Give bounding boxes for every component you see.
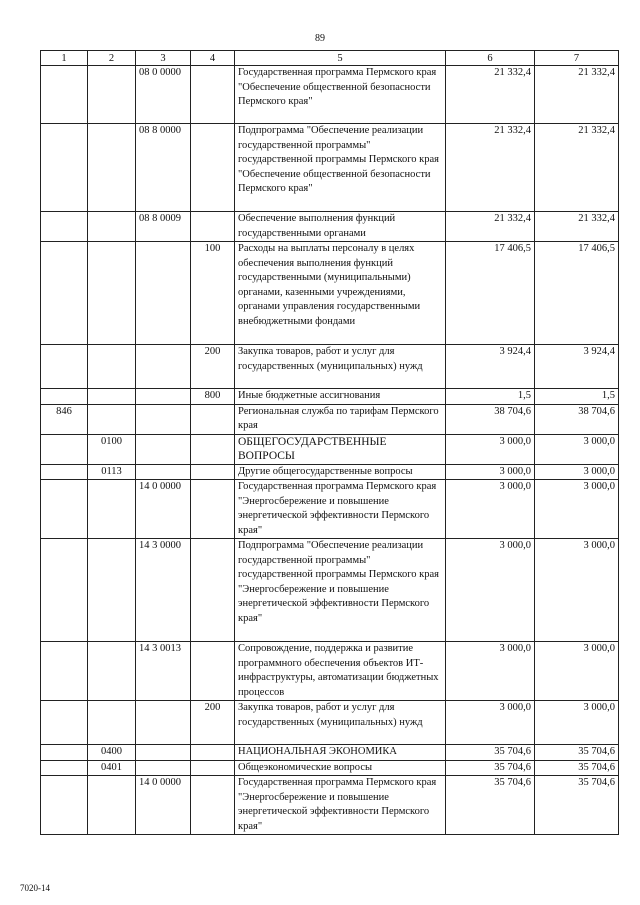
cell-amount-1: 3 000,0 xyxy=(446,464,535,480)
cell-amount-2: 3 000,0 xyxy=(535,642,619,701)
cell-amount-1: 38 704,6 xyxy=(446,404,535,434)
cell-description: Расходы на выплаты персоналу в целях обеспечения выполнения функций государственными (муниципальными) органами, казенными учреждениями, органами управления государственными внебюджетными фондами xyxy=(235,242,446,345)
cell-expense-type: 100 xyxy=(191,242,235,345)
cell-target-code xyxy=(136,242,191,345)
cell-amount-2: 3 000,0 xyxy=(535,434,619,464)
cell-amount-1: 3 000,0 xyxy=(446,539,535,642)
cell-amount-1: 3 000,0 xyxy=(446,642,535,701)
cell-amount-1: 3 924,4 xyxy=(446,345,535,389)
header-col-2: 2 xyxy=(88,51,136,66)
cell-expense-type xyxy=(191,760,235,776)
cell-section-code xyxy=(88,212,136,242)
cell-section-code xyxy=(88,242,136,345)
header-col-4: 4 xyxy=(191,51,235,66)
cell-description: Государственная программа Пермского края "Энергосбережение и повышение энергетической эффективности Пермского края" xyxy=(235,776,446,835)
cell-section-code xyxy=(88,389,136,405)
cell-amount-1: 17 406,5 xyxy=(446,242,535,345)
cell-amount-2: 38 704,6 xyxy=(535,404,619,434)
table-row xyxy=(41,212,619,242)
budget-table xyxy=(40,50,619,835)
cell-expense-type xyxy=(191,539,235,642)
cell-section-code xyxy=(88,66,136,124)
header-col-3: 3 xyxy=(136,51,191,66)
cell-amount-2: 3 000,0 xyxy=(535,480,619,539)
cell-description: Закупка товаров, работ и услуг для государственных (муниципальных) нужд xyxy=(235,701,446,745)
table-row xyxy=(41,345,619,389)
cell-target-code: 14 3 0000 xyxy=(136,539,191,642)
cell-expense-type xyxy=(191,464,235,480)
cell-admin-code xyxy=(41,760,88,776)
cell-section-code xyxy=(88,701,136,745)
cell-amount-1: 3 000,0 xyxy=(446,701,535,745)
cell-description: Иные бюджетные ассигнования xyxy=(235,389,446,405)
cell-amount-1: 35 704,6 xyxy=(446,760,535,776)
cell-description: НАЦИОНАЛЬНАЯ ЭКОНОМИКА xyxy=(235,745,446,761)
cell-target-code: 08 8 0000 xyxy=(136,124,191,212)
cell-expense-type: 200 xyxy=(191,345,235,389)
table-row xyxy=(41,242,619,345)
cell-expense-type xyxy=(191,642,235,701)
table-row xyxy=(41,776,619,835)
cell-amount-1: 3 000,0 xyxy=(446,480,535,539)
cell-description: Подпрограмма "Обеспечение реализации государственной программы" государственной программы Пермского края "Обеспечение общественной безопасности Пермского края" xyxy=(235,124,446,212)
cell-description: Обеспечение выполнения функций государственными органами xyxy=(235,212,446,242)
cell-expense-type xyxy=(191,404,235,434)
cell-section-code xyxy=(88,642,136,701)
cell-description: ОБЩЕГОСУДАРСТВЕННЫЕ ВОПРОСЫ xyxy=(235,434,446,464)
table-row xyxy=(41,745,619,761)
cell-amount-1: 21 332,4 xyxy=(446,124,535,212)
table-row xyxy=(41,66,619,124)
cell-target-code: 14 0 0000 xyxy=(136,480,191,539)
header-col-6: 6 xyxy=(446,51,535,66)
cell-target-code xyxy=(136,464,191,480)
cell-admin-code xyxy=(41,539,88,642)
cell-amount-2: 1,5 xyxy=(535,389,619,405)
table-row xyxy=(41,760,619,776)
cell-target-code xyxy=(136,404,191,434)
cell-target-code xyxy=(136,701,191,745)
cell-expense-type: 800 xyxy=(191,389,235,405)
cell-amount-1: 21 332,4 xyxy=(446,212,535,242)
cell-admin-code xyxy=(41,480,88,539)
cell-admin-code xyxy=(41,642,88,701)
cell-admin-code xyxy=(41,345,88,389)
header-col-5: 5 xyxy=(235,51,446,66)
cell-amount-2: 3 924,4 xyxy=(535,345,619,389)
cell-target-code: 08 0 0000 xyxy=(136,66,191,124)
cell-section-code: 0400 xyxy=(88,745,136,761)
cell-expense-type: 200 xyxy=(191,701,235,745)
header-row xyxy=(41,51,619,66)
cell-target-code: 08 8 0009 xyxy=(136,212,191,242)
cell-target-code xyxy=(136,389,191,405)
table-row xyxy=(41,701,619,745)
cell-expense-type xyxy=(191,480,235,539)
cell-target-code xyxy=(136,745,191,761)
cell-section-code: 0113 xyxy=(88,464,136,480)
table-row xyxy=(41,642,619,701)
cell-description: Сопровождение, поддержка и развитие программного обеспечения объектов ИТ-инфраструктуры, автоматизации бюджетных процессов xyxy=(235,642,446,701)
cell-amount-2: 21 332,4 xyxy=(535,212,619,242)
footer-code: 7020-14 xyxy=(20,883,50,893)
cell-admin-code xyxy=(41,212,88,242)
table-row xyxy=(41,124,619,212)
cell-section-code xyxy=(88,776,136,835)
cell-expense-type xyxy=(191,66,235,124)
cell-amount-2: 21 332,4 xyxy=(535,124,619,212)
cell-target-code: 14 0 0000 xyxy=(136,776,191,835)
cell-amount-2: 21 332,4 xyxy=(535,66,619,124)
cell-amount-1: 35 704,6 xyxy=(446,776,535,835)
table-row xyxy=(41,434,619,464)
cell-target-code: 14 3 0013 xyxy=(136,642,191,701)
cell-expense-type xyxy=(191,776,235,835)
cell-section-code: 0100 xyxy=(88,434,136,464)
cell-target-code xyxy=(136,434,191,464)
page-number: 89 xyxy=(315,33,325,44)
table-row xyxy=(41,389,619,405)
cell-section-code xyxy=(88,539,136,642)
header-col-1: 1 xyxy=(41,51,88,66)
cell-amount-2: 17 406,5 xyxy=(535,242,619,345)
cell-amount-1: 35 704,6 xyxy=(446,745,535,761)
cell-section-code xyxy=(88,124,136,212)
cell-admin-code xyxy=(41,389,88,405)
cell-description: Общеэкономические вопросы xyxy=(235,760,446,776)
cell-admin-code xyxy=(41,701,88,745)
cell-section-code xyxy=(88,345,136,389)
table-row xyxy=(41,480,619,539)
header-col-7: 7 xyxy=(535,51,619,66)
cell-amount-2: 3 000,0 xyxy=(535,464,619,480)
cell-section-code: 0401 xyxy=(88,760,136,776)
cell-section-code xyxy=(88,404,136,434)
cell-admin-code xyxy=(41,66,88,124)
cell-description: Государственная программа Пермского края "Обеспечение общественной безопасности Пермского края" xyxy=(235,66,446,124)
table-row xyxy=(41,539,619,642)
table-row xyxy=(41,464,619,480)
cell-admin-code xyxy=(41,434,88,464)
cell-admin-code xyxy=(41,745,88,761)
cell-amount-2: 35 704,6 xyxy=(535,745,619,761)
cell-amount-2: 35 704,6 xyxy=(535,760,619,776)
cell-description: Государственная программа Пермского края "Энергосбережение и повышение энергетической эффективности Пермского края" xyxy=(235,480,446,539)
cell-expense-type xyxy=(191,434,235,464)
cell-expense-type xyxy=(191,212,235,242)
cell-admin-code: 846 xyxy=(41,404,88,434)
cell-target-code xyxy=(136,760,191,776)
cell-amount-2: 3 000,0 xyxy=(535,539,619,642)
cell-section-code xyxy=(88,480,136,539)
cell-admin-code xyxy=(41,776,88,835)
cell-amount-2: 3 000,0 xyxy=(535,701,619,745)
cell-amount-1: 3 000,0 xyxy=(446,434,535,464)
cell-description: Подпрограмма "Обеспечение реализации государственной программы" государственной программы Пермского края "Энергосбережение и повышение энергетической эффективности Пермского края" xyxy=(235,539,446,642)
cell-amount-1: 1,5 xyxy=(446,389,535,405)
cell-description: Другие общегосударственные вопросы xyxy=(235,464,446,480)
cell-admin-code xyxy=(41,464,88,480)
cell-description: Региональная служба по тарифам Пермского края xyxy=(235,404,446,434)
cell-expense-type xyxy=(191,745,235,761)
cell-admin-code xyxy=(41,242,88,345)
cell-amount-1: 21 332,4 xyxy=(446,66,535,124)
cell-amount-2: 35 704,6 xyxy=(535,776,619,835)
cell-description: Закупка товаров, работ и услуг для государственных (муниципальных) нужд xyxy=(235,345,446,389)
table-row xyxy=(41,404,619,434)
cell-target-code xyxy=(136,345,191,389)
cell-admin-code xyxy=(41,124,88,212)
cell-expense-type xyxy=(191,124,235,212)
